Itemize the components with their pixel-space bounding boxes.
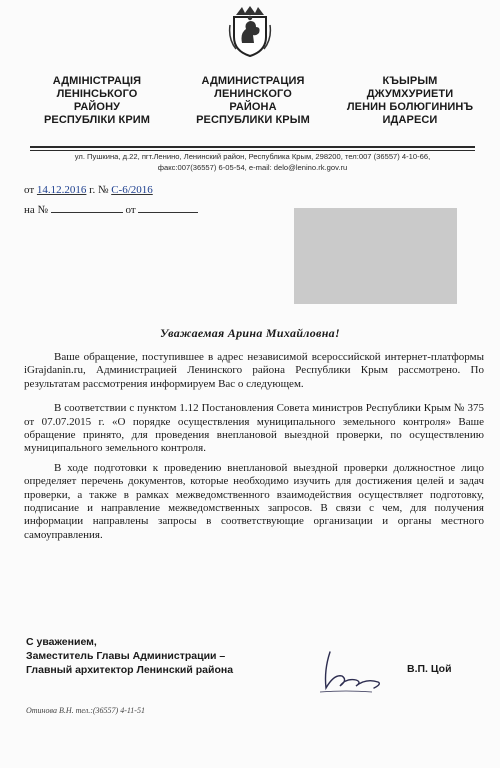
paragraph: В соответствии с пунктом 1.12 Постановления Совета министров Республики Крым № 375 от 07.07.2015 г. «О порядке осуществления муниципального земельного контроля» Ваше обращение принято, для проведения внеплановой выездной проверки, по осуществлению муниципального земельного контроля.	[24, 402, 484, 455]
letter-number: С-6/2016	[111, 184, 153, 196]
contact-details	[30, 151, 475, 173]
regards: С уважением,	[26, 636, 97, 648]
contacts-line: факс:007(36557) 6-05-54, e-mail: delo@lenino.rk.gov.ru	[157, 163, 348, 172]
org-name-crimean-tatar: КЪЫРЫМ ДЖУМХУРИЕТИ ЛЕНИН БОЛЮГИНИНЪ ИДАРЕСИ	[346, 75, 474, 126]
outgoing-reference: от 14.12.2016 г. № С-6/2016	[24, 184, 153, 196]
signer-name: В.П. Цой	[407, 663, 452, 675]
address-line: ул. Пушкина, д.22, пгт.Ленино, Ленинский район, Республика Крым, 298200, тел:007 (36557) 4-10-66,	[74, 152, 431, 161]
salutation: Уважаемая Арина Михайловна!	[160, 326, 340, 340]
paragraph: В ходе подготовки к проведению внеплановой выездной проверки должностное лицо определяет перечень документов, которые необходимо изучить для достижения целей и задач проверки, а также в рамках межведомственного взаимодействия осуществляет подготовку, подписание и направление межведомственных запросов. В связи с чем, для получения информации направлены запросы в соответствующие организации и органы местного самоуправления.	[24, 461, 484, 541]
org-name-ukrainian: АДМІНІСТРАЦІЯ ЛЕНІНСЬКОГО РАЙОНУ РЕСПУБЛІКИ КРИМ	[43, 75, 151, 126]
executor-contact: Отинова В.Н. тел.:(36557) 4-11-51	[26, 706, 145, 715]
crimea-coat-of-arms-icon	[228, 5, 272, 57]
letter-date: 14.12.2016	[36, 184, 87, 196]
signature-block	[26, 635, 233, 677]
header-divider	[30, 146, 475, 148]
incoming-reference: на № от	[24, 202, 198, 217]
incoming-number-blank	[51, 202, 123, 213]
handwritten-signature	[316, 648, 388, 694]
letter-body	[24, 351, 484, 548]
paragraph: Ваше обращение, поступившее в адрес независимой всероссийской интернет-платформы iGrajdanin.ru, Администрацией Ленинского района Республики Крым рассмотрено. По результатам рассмотрения информируем Вас о следующем.	[24, 351, 484, 390]
redacted-recipient	[294, 208, 457, 304]
signer-position: Главный архитектор Ленинский района	[26, 664, 234, 676]
signer-position: Заместитель Главы Администрации –	[26, 650, 226, 662]
incoming-date-blank	[138, 202, 198, 213]
org-name-russian: АДМИНИСТРАЦИЯ ЛЕНИНСКОГО РАЙОНА РЕСПУБЛИКИ КРЫМ	[196, 75, 310, 126]
